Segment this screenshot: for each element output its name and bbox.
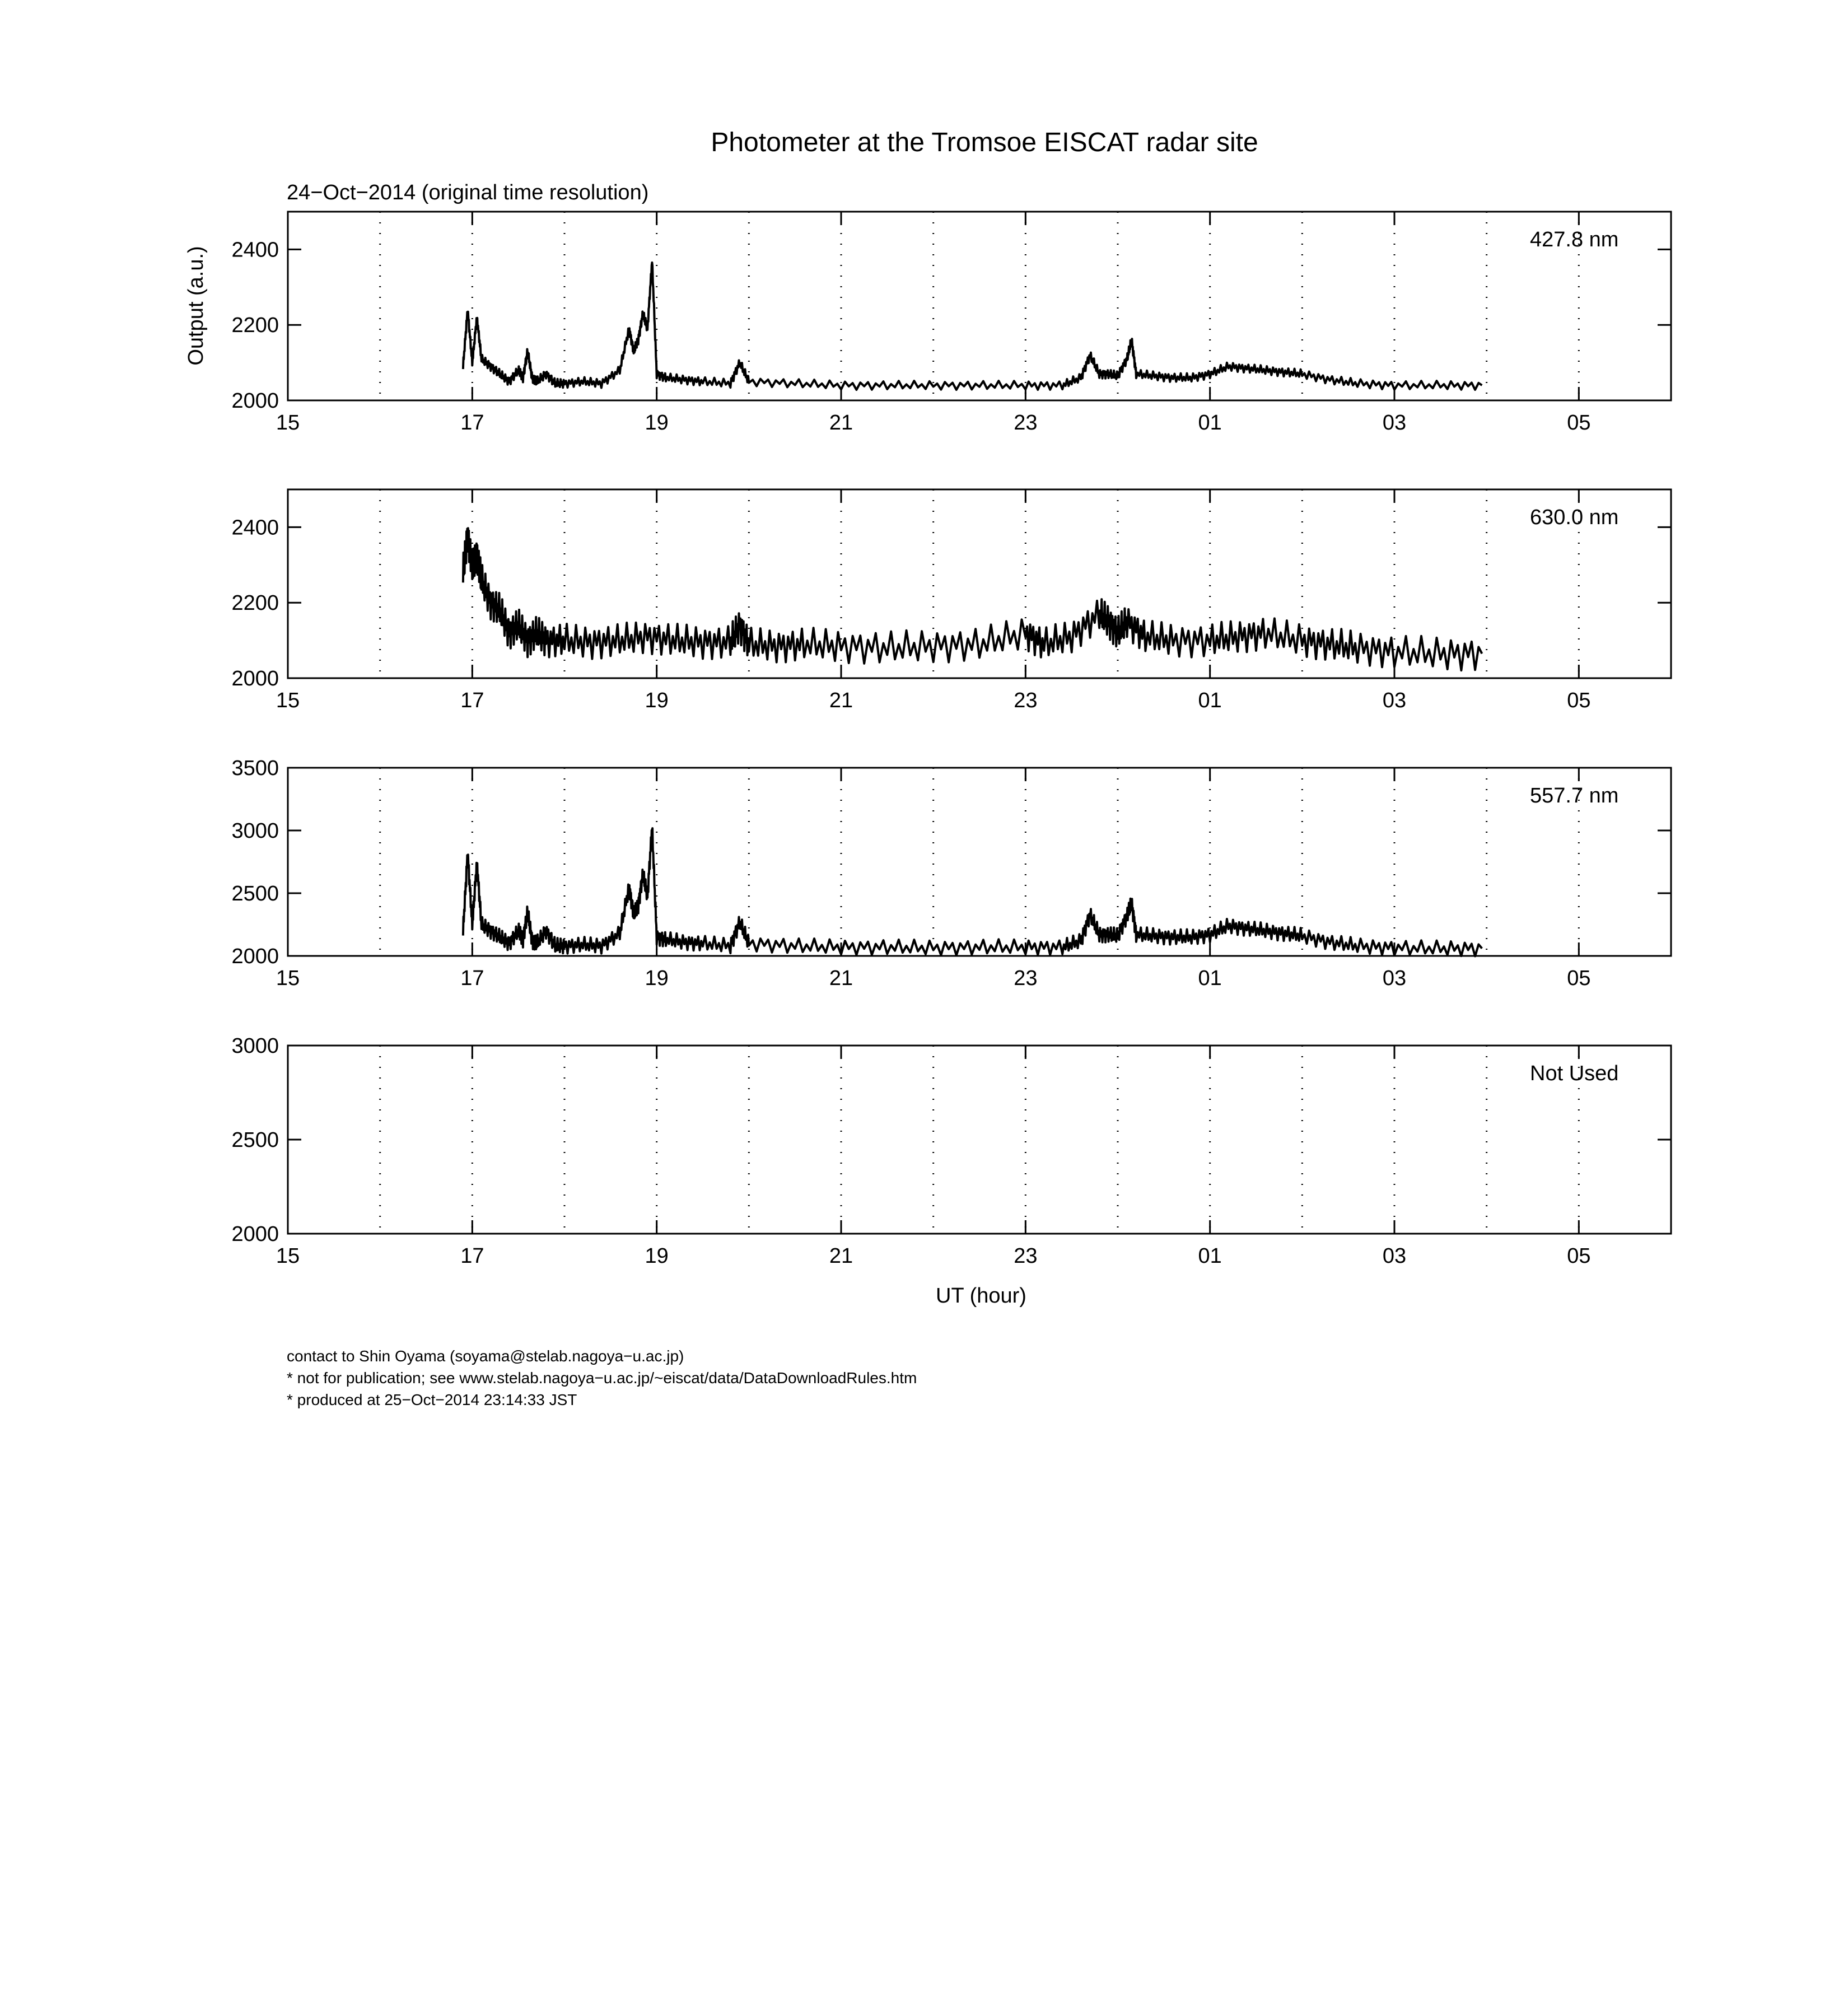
footer-contact: contact to Shin Oyama (soyama@stelab.nagoya−u.ac.jp) <box>287 1347 684 1365</box>
x-tick-label: 21 <box>829 1244 853 1268</box>
x-tick-label: 01 <box>1198 411 1222 435</box>
panel-label: Not Used <box>1530 1062 1619 1085</box>
x-tick-label: 23 <box>1014 411 1038 435</box>
x-tick-label: 23 <box>1014 1244 1038 1268</box>
series-line <box>463 828 1482 956</box>
x-tick-label: 19 <box>645 967 669 990</box>
x-tick-label: 19 <box>645 1244 669 1268</box>
panel-557-7nm <box>231 757 1671 990</box>
y-tick-label: 2000 <box>231 389 279 413</box>
y-tick-label: 2500 <box>231 1128 279 1152</box>
x-tick-label: 03 <box>1382 1244 1407 1268</box>
panel-label: 630.0 nm <box>1530 506 1619 529</box>
y-tick-label: 2400 <box>231 516 279 540</box>
series-line <box>463 528 1482 670</box>
axes-frame <box>288 1046 1671 1234</box>
footer-notes <box>287 1345 917 1411</box>
figure-subtitle: 24−Oct−2014 (original time resolution) <box>287 181 649 204</box>
panel-label: 557.7 nm <box>1530 784 1619 808</box>
panel-630-0nm <box>231 489 1671 712</box>
y-tick-label: 2000 <box>231 667 279 690</box>
x-tick-label: 17 <box>460 689 484 712</box>
y-tick-label: 3000 <box>231 819 279 843</box>
x-tick-label: 19 <box>645 689 669 712</box>
x-tick-label: 17 <box>460 967 484 990</box>
series-line <box>463 263 1482 390</box>
x-tick-label: 17 <box>460 411 484 435</box>
y-tick-label: 2000 <box>231 945 279 968</box>
x-tick-label: 23 <box>1014 689 1038 712</box>
x-axis-label: UT (hour) <box>936 1284 1026 1308</box>
x-tick-label: 03 <box>1382 967 1407 990</box>
figure-title: Photometer at the Tromsoe EISCAT radar site <box>711 128 1258 157</box>
y-tick-label: 3000 <box>231 1034 279 1058</box>
x-tick-label: 05 <box>1567 411 1591 435</box>
footer-produced-at: * produced at 25−Oct−2014 23:14:33 JST <box>287 1391 577 1408</box>
footer-publication-note: * not for publication; see www.stelab.nagoya−u.ac.jp/~eiscat/data/DataDownloadRules.htm <box>287 1369 917 1387</box>
y-tick-label: 2500 <box>231 882 279 906</box>
x-tick-label: 17 <box>460 1244 484 1268</box>
x-tick-label: 05 <box>1567 1244 1591 1268</box>
x-tick-label: 05 <box>1567 689 1591 712</box>
x-tick-label: 15 <box>276 411 300 435</box>
x-tick-label: 05 <box>1567 967 1591 990</box>
x-tick-label: 01 <box>1198 1244 1222 1268</box>
panel-427-8nm <box>231 212 1671 435</box>
y-tick-label: 2000 <box>231 1222 279 1246</box>
panels <box>231 212 1671 1268</box>
x-tick-label: 19 <box>645 411 669 435</box>
y-axis-label: Output (a.u.) <box>184 246 208 366</box>
panel-not-used <box>231 1034 1671 1268</box>
x-tick-label: 15 <box>276 967 300 990</box>
x-tick-label: 03 <box>1382 411 1407 435</box>
x-tick-label: 21 <box>829 689 853 712</box>
x-tick-label: 23 <box>1014 967 1038 990</box>
x-tick-label: 15 <box>276 1244 300 1268</box>
y-tick-label: 2400 <box>231 238 279 262</box>
x-tick-label: 01 <box>1198 689 1222 712</box>
y-tick-label: 3500 <box>231 757 279 780</box>
y-tick-label: 2200 <box>231 314 279 338</box>
x-tick-label: 03 <box>1382 689 1407 712</box>
x-tick-label: 01 <box>1198 967 1222 990</box>
x-tick-label: 21 <box>829 411 853 435</box>
panel-label: 427.8 nm <box>1530 228 1619 251</box>
y-tick-label: 2200 <box>231 591 279 615</box>
x-tick-label: 21 <box>829 967 853 990</box>
x-tick-label: 15 <box>276 689 300 712</box>
